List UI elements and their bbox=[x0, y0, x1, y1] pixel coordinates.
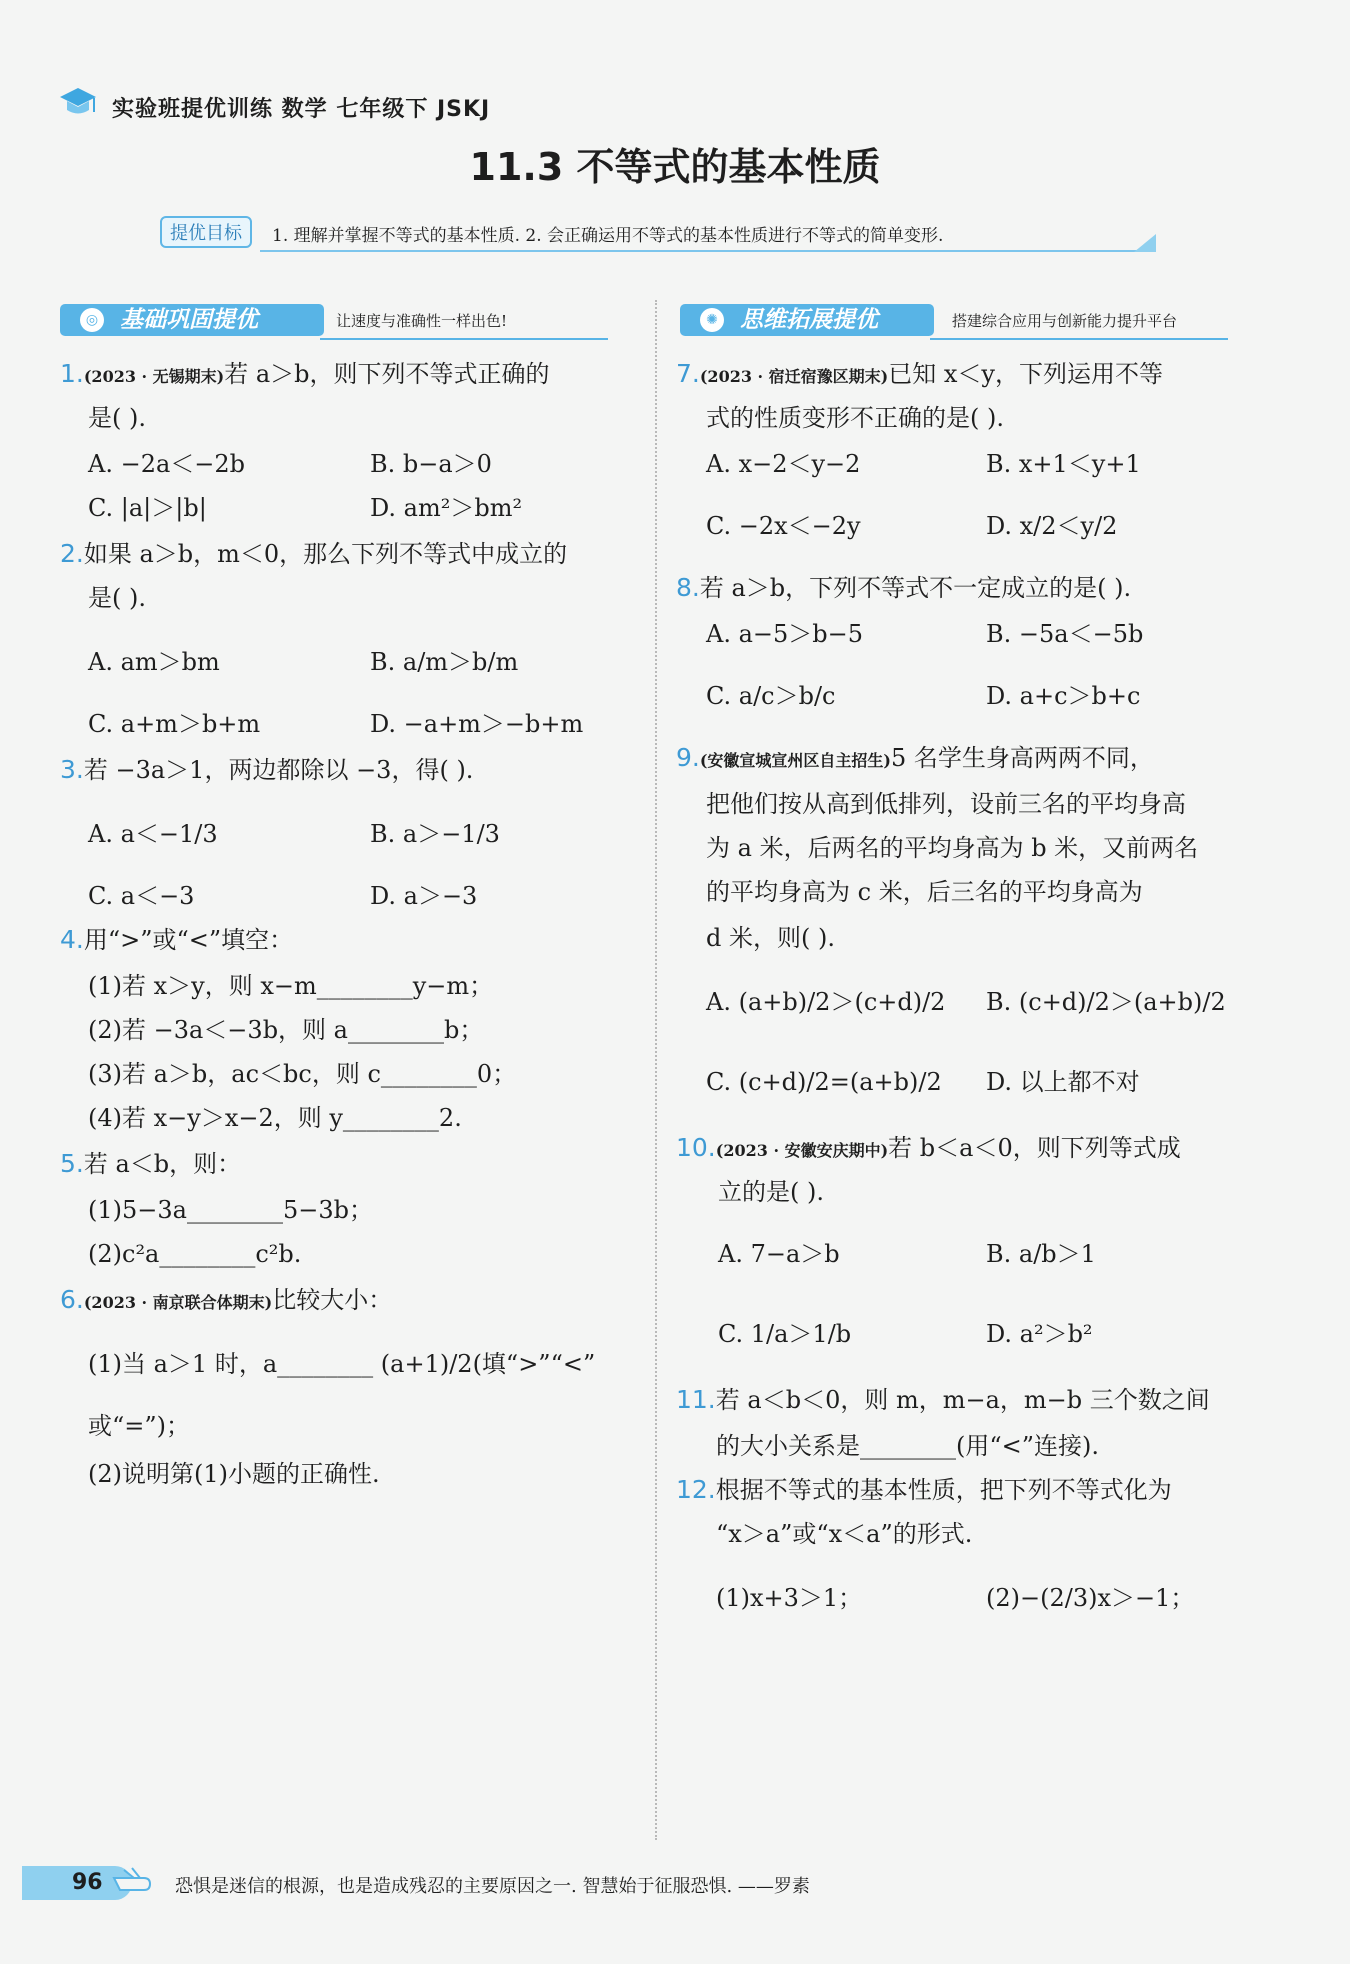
question-stem: 若 a＞b，下列不等式不一定成立的是( ). bbox=[699, 574, 1132, 602]
question-number: 8. bbox=[676, 573, 700, 602]
graduation-cap-icon bbox=[58, 86, 98, 120]
question-number: 5. bbox=[60, 1149, 84, 1178]
option-d: D. 以上都不对 bbox=[986, 1068, 1140, 1096]
question-stem: 用“>”或“<”填空： bbox=[83, 926, 294, 954]
option-a: A. 7−a＞b bbox=[718, 1240, 840, 1268]
sub-question: (1)5−3a________5−3b； bbox=[88, 1196, 373, 1224]
page-number: 96 bbox=[22, 1866, 132, 1900]
corner-triangle-icon bbox=[1130, 234, 1156, 258]
question-stem: 已知 x＜y，下列运用不等 bbox=[888, 360, 1163, 388]
option-c: C. a/c＞b/c bbox=[706, 682, 836, 710]
option-b: B. a/b＞1 bbox=[986, 1240, 1096, 1268]
option-a: A. a＜−1/3 bbox=[88, 820, 218, 848]
question-stem: 若 a＜b，则： bbox=[83, 1150, 242, 1178]
question-stem-cont: 把他们按从高到低排列，设前三名的平均身高 bbox=[706, 790, 1186, 818]
sub-question: (2)若 −3a＜−3b，则 a________b； bbox=[88, 1016, 484, 1044]
question-stem: 若 a＜b＜0，则 m，m−a，m−b 三个数之间 bbox=[715, 1386, 1210, 1414]
question-stem: 若 b＜a＜0，则下列等式成 bbox=[888, 1134, 1181, 1162]
atom-icon: ✺ bbox=[700, 308, 724, 332]
option-a: A. −2a＜−2b bbox=[88, 450, 246, 478]
question-number: 9. bbox=[676, 743, 700, 772]
option-c: C. |a|＞|b| bbox=[88, 494, 207, 522]
sub-question bbox=[88, 1346, 595, 1382]
question-stem-cont: 式的性质变形不正确的是( ). bbox=[706, 404, 1004, 432]
option-b: B. x+1＜y+1 bbox=[986, 450, 1141, 478]
section-subtitle-basic: 让速度与准确性一样出色! bbox=[336, 312, 508, 330]
option-d: D. am²＞bm² bbox=[370, 494, 523, 522]
question-stem-cont: 是( ). bbox=[88, 404, 146, 432]
option-c: C. 1/a＞1/b bbox=[718, 1320, 852, 1348]
section-band-extend bbox=[680, 304, 934, 336]
question-source: (2023 · 宿迁宿豫区期末) bbox=[699, 367, 889, 386]
question-stem: 如果 a＞b，m＜0，那么下列不等式中成立的 bbox=[83, 540, 568, 568]
question-number: 6. bbox=[60, 1285, 84, 1314]
option-d: D. x/2＜y/2 bbox=[986, 512, 1118, 540]
fraction: (a+1)/2 bbox=[380, 1350, 473, 1378]
option-c: C. −2x＜−2y bbox=[706, 512, 861, 540]
question-5 bbox=[60, 1146, 241, 1182]
question-stem-cont: 为 a 米，后两名的平均身高为 b 米，又前两名 bbox=[706, 834, 1199, 862]
question-number: 7. bbox=[676, 359, 700, 388]
question-number: 10. bbox=[676, 1133, 716, 1162]
option-a: A. x−2＜y−2 bbox=[706, 450, 861, 478]
question-number: 2. bbox=[60, 539, 84, 568]
section-title-basic: 基础巩固提优 bbox=[120, 307, 258, 333]
question-3 bbox=[60, 752, 473, 788]
hand-pointer-icon bbox=[110, 1862, 162, 1906]
header-text: 实验班提优训练 数学 七年级下 JSKJ bbox=[112, 97, 491, 122]
target-icon: ◎ bbox=[80, 308, 104, 332]
option-c: C. a+m＞b+m bbox=[88, 710, 261, 738]
question-12 bbox=[676, 1472, 1172, 1508]
question-10 bbox=[676, 1130, 1181, 1169]
question-11 bbox=[676, 1382, 1210, 1418]
option-d: D. a²＞b² bbox=[986, 1320, 1093, 1348]
sub-question: (2)c²a________c²b. bbox=[88, 1240, 302, 1268]
question-number: 1. bbox=[60, 359, 84, 388]
option-b: B. b−a＞0 bbox=[370, 450, 492, 478]
question-8 bbox=[676, 570, 1131, 606]
sub-question: (3)若 a＞b，ac＜bc，则 c________0； bbox=[88, 1060, 517, 1088]
option-a: A. (a+b)/2＞(c+d)/2 bbox=[706, 988, 946, 1016]
goal-badge: 提优目标 bbox=[160, 216, 252, 248]
question-stem: 若 −3a＞1，两边都除以 −3，得( ). bbox=[83, 756, 474, 784]
question-stem-cont: 是( ). bbox=[88, 584, 146, 612]
option-b: B. (c+d)/2＞(a+b)/2 bbox=[986, 988, 1226, 1016]
section-rule-extend bbox=[930, 338, 1228, 340]
sub-question: (4)若 x−y＞x−2，则 y________2. bbox=[88, 1104, 462, 1132]
section-rule-basic bbox=[320, 338, 608, 340]
option-d: D. −a+m＞−b+m bbox=[370, 710, 584, 738]
sub-question: (2)−(2/3)x＞−1； bbox=[986, 1584, 1195, 1612]
sub-question: (2)说明第(1)小题的正确性. bbox=[88, 1460, 380, 1488]
option-b: B. a/m＞b/m bbox=[370, 648, 519, 676]
question-source: (2023 · 安徽安庆期中) bbox=[715, 1141, 889, 1160]
question-number: 3. bbox=[60, 755, 84, 784]
question-source: (2023 · 无锡期末) bbox=[83, 367, 225, 386]
goal-underline bbox=[260, 250, 1150, 252]
sub-question: (1)若 x＞y，则 x−m________y−m； bbox=[88, 972, 494, 1000]
question-stem-cont: 的大小关系是________(用“<”连接). bbox=[716, 1432, 1100, 1460]
question-6 bbox=[60, 1282, 392, 1321]
question-number: 4. bbox=[60, 925, 84, 954]
question-stem: 5 名学生身高两两不同， bbox=[891, 744, 1154, 772]
question-source: (安徽宣城宣州区自主招生) bbox=[699, 751, 892, 770]
question-stem: 根据不等式的基本性质，把下列不等式化为 bbox=[715, 1476, 1172, 1504]
question-stem-cont: “x＞a”或“x＜a”的形式. bbox=[716, 1520, 973, 1548]
option-a: A. am＞bm bbox=[88, 648, 220, 676]
option-a: A. a−5＞b−5 bbox=[706, 620, 864, 648]
sub-question-text: (1)当 a＞1 时，a________ bbox=[88, 1350, 374, 1378]
sub-question-text: (填“>”“<” bbox=[472, 1350, 596, 1378]
question-number: 12. bbox=[676, 1475, 716, 1504]
page-title: 11.3 不等式的基本性质 bbox=[469, 145, 881, 189]
question-source: (2023 · 南京联合体期末) bbox=[83, 1293, 273, 1312]
question-stem: 比较大小： bbox=[272, 1286, 393, 1314]
section-band-basic bbox=[60, 304, 324, 336]
option-c: C. a＜−3 bbox=[88, 882, 195, 910]
section-title-extend: 思维拓展提优 bbox=[740, 307, 878, 333]
column-divider bbox=[655, 300, 657, 1840]
question-stem-cont: 的平均身高为 c 米，后三名的平均身高为 bbox=[706, 878, 1143, 906]
goal-text: 1. 理解并掌握不等式的基本性质. 2. 会正确运用不等式的基本性质进行不等式的简单变形. bbox=[272, 226, 944, 246]
question-stem-cont: 立的是( ). bbox=[718, 1178, 824, 1206]
question-2 bbox=[60, 536, 567, 572]
question-stem: 若 a＞b，则下列不等式正确的 bbox=[224, 360, 550, 388]
sub-question-cont: 或“=”)； bbox=[88, 1412, 191, 1440]
question-stem-cont: d 米，则( ). bbox=[706, 924, 835, 952]
footer-quote: 恐惧是迷信的根源，也是造成残忍的主要原因之一. 智慧始于征服恐惧. ——罗素 bbox=[175, 1876, 810, 1897]
option-d: D. a＞−3 bbox=[370, 882, 478, 910]
section-subtitle-extend: 搭建综合应用与创新能力提升平台 bbox=[952, 312, 1178, 330]
option-c: C. (c+d)/2=(a+b)/2 bbox=[706, 1068, 942, 1096]
question-1 bbox=[60, 356, 550, 395]
question-9 bbox=[676, 740, 1154, 779]
question-number: 11. bbox=[676, 1385, 716, 1414]
option-d: D. a+c＞b+c bbox=[986, 682, 1141, 710]
option-b: B. a＞−1/3 bbox=[370, 820, 500, 848]
option-b: B. −5a＜−5b bbox=[986, 620, 1144, 648]
question-4 bbox=[60, 922, 293, 958]
question-7 bbox=[676, 356, 1163, 395]
sub-question: (1)x+3＞1； bbox=[716, 1584, 863, 1612]
